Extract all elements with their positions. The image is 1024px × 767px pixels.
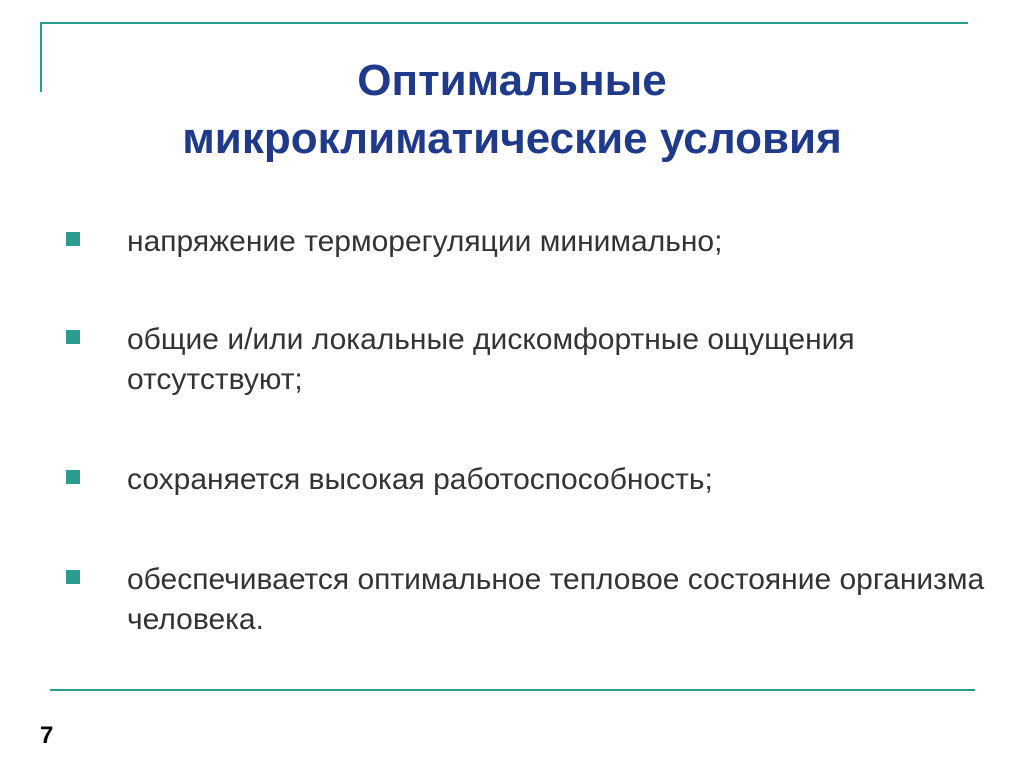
title-line-2: микроклиматические условия (182, 114, 842, 163)
square-bullet-icon (66, 330, 80, 344)
square-bullet-icon (66, 232, 80, 246)
title-line-1: Оптимальные (357, 56, 667, 105)
square-bullet-icon (66, 570, 80, 584)
top-decorative-line (40, 22, 968, 24)
page-number: 7 (40, 722, 54, 749)
bullet-text: сохраняется высокая работоспособность; (127, 463, 713, 496)
bullet-text: обеспечивается оптимальное тепловое состояние организма человека. (127, 563, 985, 636)
bullet-text: общие и/или локальные дискомфортные ощущения отсутствуют; (127, 323, 855, 396)
slide-title (0, 52, 1024, 168)
bullet-text: напряжение терморегуляции минимально; (127, 225, 723, 258)
bottom-decorative-line (50, 689, 975, 691)
square-bullet-icon (66, 470, 80, 484)
